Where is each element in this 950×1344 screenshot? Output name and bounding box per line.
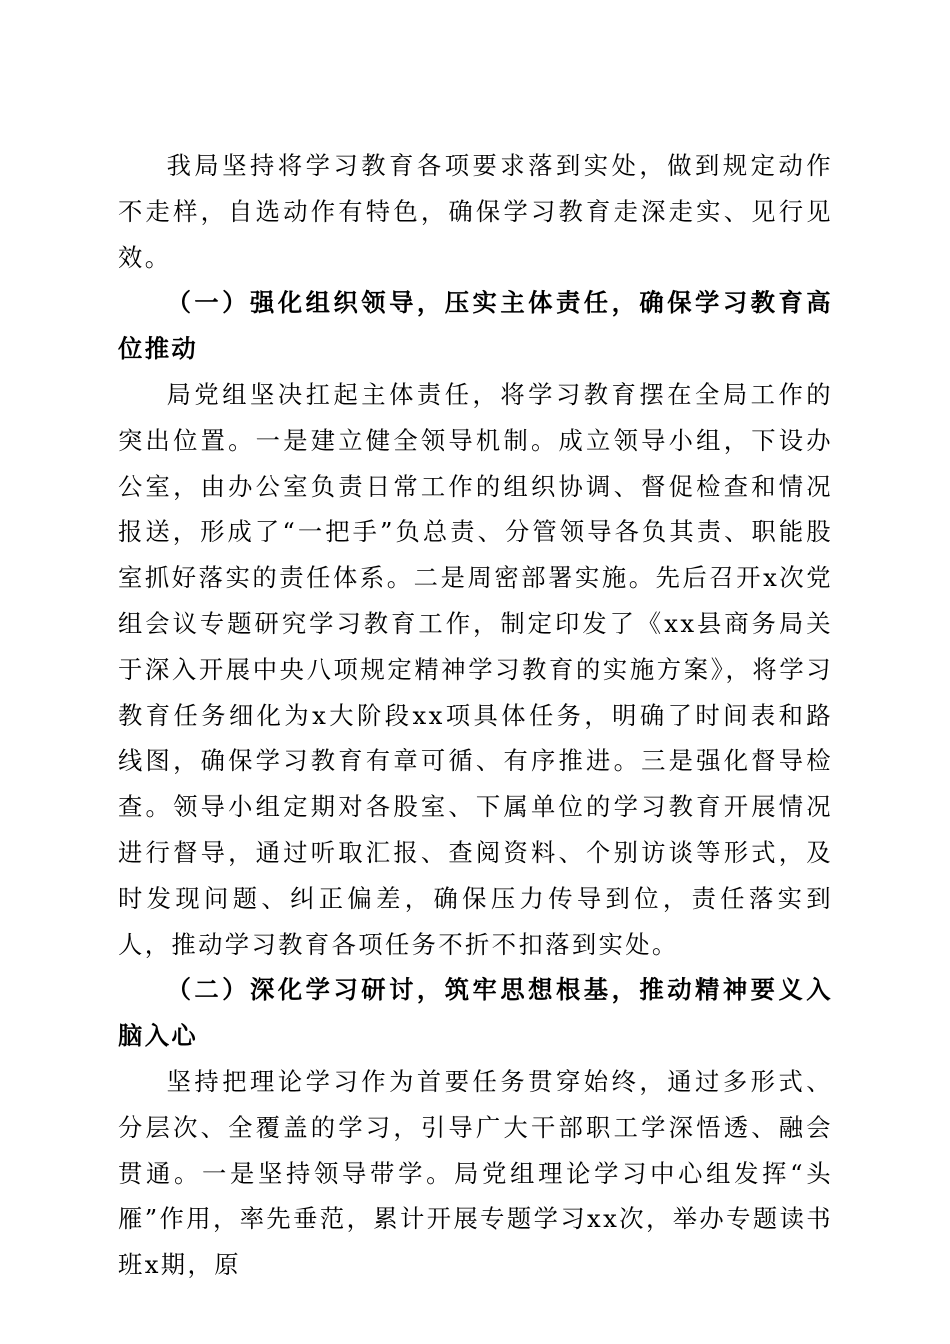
section-heading-1: （一）强化组织领导，压实主体责任，确保学习教育高位推动 — [118, 288, 833, 364]
section-2-paragraph: 坚持把理论学习作为首要任务贯穿始终，通过多形式、分层次、全覆盖的学习，引导广大干部职工学深悟透、融会贯通。一是坚持领导带学。局党组理论学习中心组发挥“头雁”作用，率先垂范，累计开展专题学习xx次，举办专题读书班x期，原 — [118, 1066, 833, 1280]
intro-paragraph: 我局坚持将学习教育各项要求落到实处，做到规定动作不走样，自选动作有特色，确保学习教育走深走实、见行见效。 — [118, 151, 833, 272]
section-heading-2: （二）深化学习研讨，筑牢思想根基，推动精神要义入脑入心 — [118, 975, 833, 1051]
document-body — [118, 143, 833, 1288]
section-1-paragraph: 局党组坚决扛起主体责任，将学习教育摆在全局工作的突出位置。一是建立健全领导机制。成立领导小组，下设办公室，由办公室负责日常工作的组织协调、督促检查和情况报送，形成了“一把手”负总责、分管领导各负其责、职能股室抓好落实的责任体系。二是周密部署实施。先后召开x次党组会议专题研究学习教育工作，制定印发了《xx县商务局关于深入开展中央八项规定精神学习教育的实施方案》，将学习教育任务细化为x大阶段xx项具体任务，明确了时间表和路线图，确保学习教育有章可循、有序推进。三是强化督导检查。领导小组定期对各股室、下属单位的学习教育开展情况进行督导，通过听取汇报、查阅资料、个别访谈等形式，及时发现问题、纠正偏差，确保压力传导到位，责任落实到人，推动学习教育各项任务不折不扣落到实处。 — [118, 379, 833, 959]
